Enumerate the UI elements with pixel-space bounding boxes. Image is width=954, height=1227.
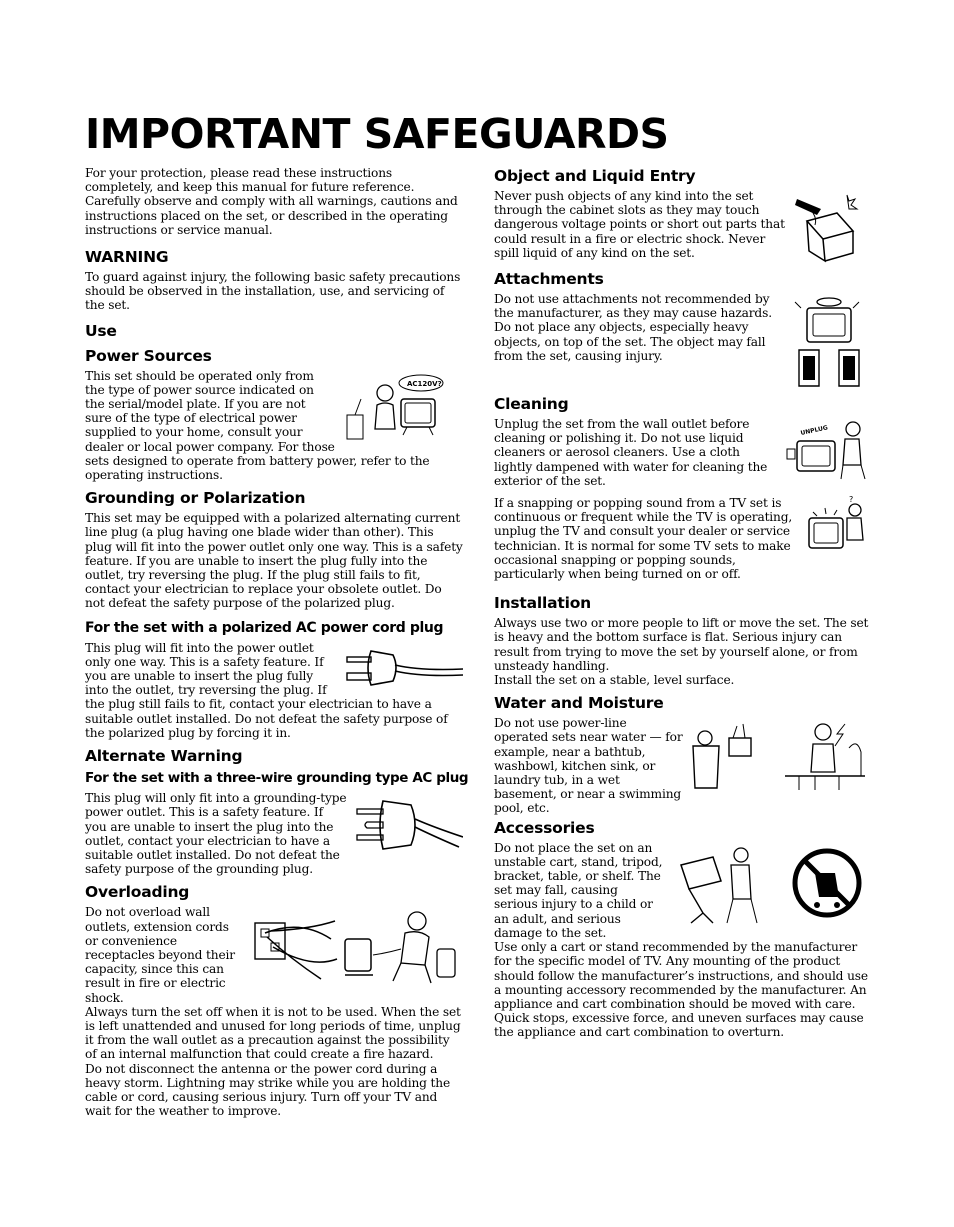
polarized-plug-paragraph: This plug will fit into the power outlet only one way. This is a safety feature. If you are unable to insert the plug fully into the outlet, try reversing the plug. If the plug still fails to fit, contact your electrician to have a suitable outlet installed. Do not defeat the safety purpose of the polarized plug by forcing it in. [85,640,448,740]
overloading-paragraph-3: Do not disconnect the antenna or the power cord during a heavy storm. Lightning may strike while you are holding the cable or cord, causing serious injury. Turn off your TV and wait for the weather to improve. [85,1061,451,1119]
warning-heading: WARNING [85,248,169,267]
object-liquid-illustration [791,191,869,265]
polarized-plug-heading: For the set with a polarized AC power cord plug [85,619,444,636]
svg-text:?: ? [849,495,854,505]
installation-heading: Installation [494,594,591,613]
unplug-tv-icon [785,419,869,481]
attachments-heading: Attachments [494,270,604,288]
tipping-cart-icon [669,843,869,927]
snapping-illustration [803,494,869,556]
accessories-paragraph: Do not place the set on an unstable cart, stand, tripod, bracket, table, or shelf. The set may fall, causing serious injury to a child or an adult, and serious damage to the set. [494,840,663,940]
intro-paragraph: For your protection, please read these instructions completely, and keep this manual for future reference. Carefully observe and comply with all warnings, cautions and instructions placed on the set, or described in the operating instructions or service manual. [85,166,458,237]
water-moisture-illustration [689,718,869,792]
snapping-paragraph: If a snapping or popping sound from a TV set is continuous or frequent while the TV is operating, unplug the TV and consult your dealer or service technician. It is normal for some TV sets to make occasional snapping or popping sounds, particularly when being turned on or off. [494,496,793,582]
overloading-heading: Overloading [85,883,190,902]
cleaning-illustration-label: UNPLUG [799,424,829,437]
power-source-illustration [341,369,453,449]
object-liquid-heading: Object and Liquid Entry [494,167,696,185]
cleaning-heading: Cleaning [494,395,569,413]
grounding-paragraph: This set may be equipped with a polarized alternating current line plug (a plug having one blade wider than other). This plug will fit into the power outlet only one way. This is a safety feature. If you are unable to insert the plug fully into the outlet, try reversing the plug. If the plug still fails to fit, contact your electrician to replace your obsolete outlet. Do not defeat the safety purpose of the polarized plug. [85,511,463,611]
overloading-illustration [241,909,463,987]
polarized-plug-illustration [341,641,463,693]
warning-paragraph: To guard against injury, the following basic safety precautions should be observed in the installation, use, and servicing of the set. [85,270,461,313]
alternate-warning-heading: Alternate Warning [85,747,243,766]
right-column [494,166,869,1040]
attachments-paragraph-2: Do not place any objects, especially heavy objects, on top of the set. The object may fall from the set, causing injury. [494,320,766,363]
grounding-heading: Grounding or Polarization [85,489,306,508]
left-column [85,166,469,1119]
installation-paragraph: Always use two or more people to lift or move the set. The set is heavy and the bottom surface is flat. Serious injury can result from trying to move the set by yourself alone, or from unsteady handling. [494,616,869,673]
polarized-plug-icon [341,641,463,693]
cleaning-paragraph: Unplug the set from the wall outlet before cleaning or polishing it. Do not use liquid cleaners or aerosol cleaners. Use a cloth lightly dampened with water for cleaning the exterior of the set. [494,417,768,488]
water-moisture-paragraph: Do not use power-line operated sets near water — for example, near a bathtub, washbowl, kitchen sink, or laundry tub, in a wet basement, or near a swimming pool, etc. [494,716,683,816]
three-wire-plug-illustration [353,795,463,855]
popping-tv-icon [803,494,869,556]
accessories-heading: Accessories [494,818,595,837]
liquid-spill-on-tv-icon [791,191,869,265]
three-wire-paragraph: This plug will only fit into a grounding-type power outlet. This is a safety feature. If you are unable to insert the plug into the outlet, contact your electrician to have a suitable outlet installed. Do not defeat the safety purpose of the grounding plug. [85,791,347,877]
attachments-illustration [789,294,869,390]
overloaded-outlet-icon [241,909,463,987]
installation-paragraph-2: Install the set on a stable, level surface. [494,673,735,688]
object-on-tv-icon [789,294,869,390]
attachments-paragraph: Do not use attachments not recommended by the manufacturer, as they may cause hazards. [494,292,772,321]
power-source-illustration-label: AC120V? [407,379,442,388]
tv-near-water-icon [689,718,869,792]
three-wire-heading: For the set with a three-wire grounding type AC plug [85,770,469,787]
accessories-paragraph-2: Use only a cart or stand recommended by the manufacturer for the specific model of TV. Any mounting of the product should follow the manufacturer’s instructions, and should use a mounting accessory recommended by the manufacturer. An appliance and cart combination should be moved with care. Quick stops, excessive force, and uneven surfaces may cause the appliance and cart combination to overturn. [494,940,868,1040]
overloading-paragraph-2: Always turn the set off when it is not to be used. When the set is left unattended and unused for long periods of time, unplug it from the wall outlet as a precaution against the possibility of an internal malfunction that could create a fire hazard. [85,1004,461,1062]
object-liquid-paragraph: Never push objects of any kind into the set through the cabinet slots as they may touch dangerous voltage points or short out parts that could result in a fire or electric shock. Never spill liquid of any kind on the set. [494,189,785,260]
use-heading: Use [85,321,117,340]
power-sources-paragraph: This set should be operated only from the type of power source indicated on the serial/model plate. If you are not sure of the type of electrical power supplied to your home, consult your dealer or local power company. For those sets designed to operate from battery power, refer to the operating instructions. [85,368,430,483]
accessories-illustration [669,843,869,927]
overloading-paragraph: Do not overload wall outlets, extension cords or convenience receptacles beyond their capacity, since this can result in fire or electric shock. [85,905,235,1005]
water-moisture-heading: Water and Moisture [494,694,664,713]
power-sources-heading: Power Sources [85,346,212,365]
grounding-plug-icon [353,795,463,855]
person-checking-tv-icon [341,369,453,449]
page-title: IMPORTANT SAFEGUARDS [85,110,669,158]
cleaning-illustration [785,419,869,481]
